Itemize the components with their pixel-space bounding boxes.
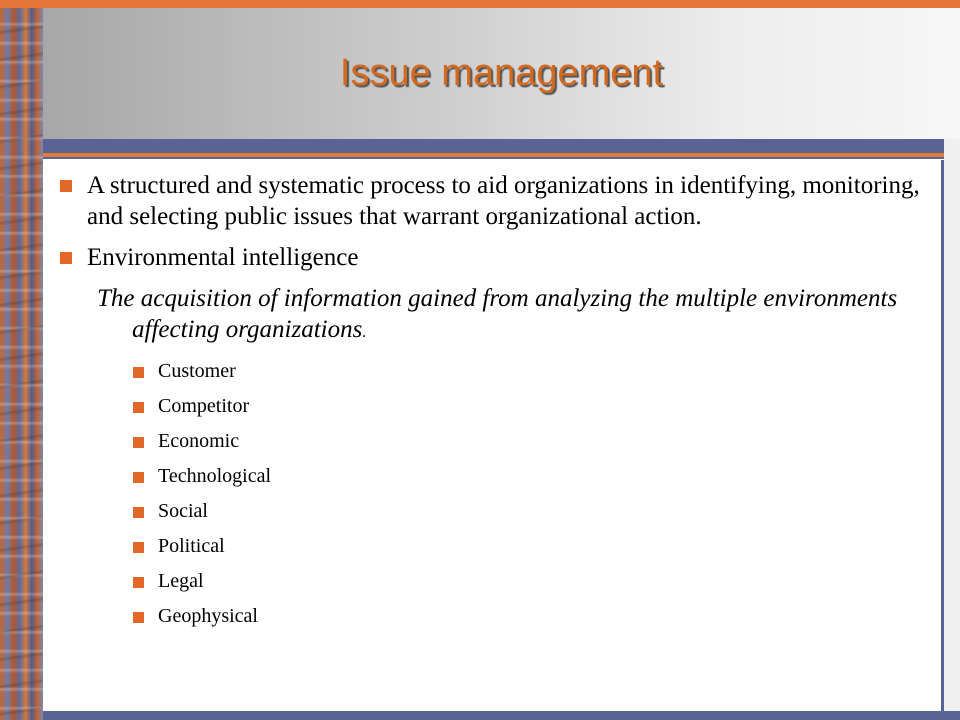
environment-item (133, 599, 920, 634)
environment-label: Economic (158, 430, 240, 452)
environment-item (133, 354, 920, 389)
bullet-text: Environmental intelligence (87, 244, 359, 271)
square-bullet-icon (133, 472, 144, 483)
bullet-issue-management-definition (60, 170, 920, 232)
environment-label: Political (158, 535, 225, 557)
environment-label: Social (158, 500, 208, 522)
environment-item (133, 389, 920, 424)
slide-body (60, 168, 920, 634)
bullet-environmental-intelligence (60, 242, 920, 273)
square-bullet-icon (133, 612, 144, 623)
environment-label: Geophysical (158, 605, 258, 627)
bullet-text: A structured and systematic process to aid organizations in identifying, monitoring, and selecting public issues that warrant organizational action. (87, 172, 920, 230)
left-decorative-bar (0, 8, 43, 720)
environmental-intelligence-definition (60, 283, 920, 348)
square-bullet-icon (133, 507, 144, 518)
environment-label: Legal (158, 570, 204, 592)
environment-item (133, 459, 920, 494)
bottom-border-line (43, 711, 960, 720)
divider-band-orange (43, 153, 944, 157)
definition-text: The acquisition of information gained from analyzing the multiple environments affecting organizations (97, 285, 898, 343)
square-bullet-icon (133, 577, 144, 588)
environment-label: Competitor (158, 395, 250, 417)
definition-period: . (362, 324, 367, 341)
square-bullet-icon (133, 542, 144, 553)
square-bullet-icon (60, 180, 72, 192)
environment-item (133, 494, 920, 529)
right-edge-line (941, 160, 944, 720)
square-bullet-icon (133, 402, 144, 413)
environments-list (60, 354, 920, 634)
right-edge-strip (944, 139, 960, 720)
square-bullet-icon (133, 367, 144, 378)
environment-item (133, 424, 920, 459)
environment-label: Customer (158, 360, 236, 382)
square-bullet-icon (60, 252, 72, 264)
top-accent-strip (0, 0, 960, 8)
environment-label: Technological (158, 465, 271, 487)
environment-item (133, 564, 920, 599)
slide-title: Issue management (339, 52, 664, 94)
square-bullet-icon (133, 437, 144, 448)
environment-item (133, 529, 920, 564)
